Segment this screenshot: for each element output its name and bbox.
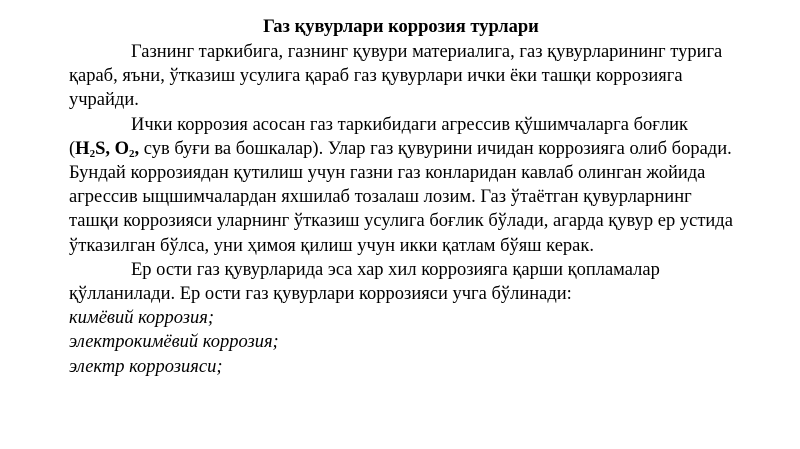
paragraph-underground-pipes: Ер ости газ қувурларида эса хар хил коррозияга қарши қопламалар қўлланилади. Ер ости газ қувурлари коррозияси учга бўлинади:: [69, 259, 660, 305]
paragraph-internal-corrosion: [69, 113, 733, 258]
paragraph-internal-corrosion-start: Ички коррозия асосан газ таркибидаги агрессив қўшимчаларга боғлик (: [69, 114, 688, 159]
list-item-chemical-corrosion: кимёвий коррозия;: [69, 308, 215, 329]
list-item-electrochemical-corrosion: электрокимёвий коррозия;: [69, 332, 279, 353]
chemical-formula-h2s: $H_2S$, $O_2$,: [75, 138, 140, 160]
slide-content: [69, 14, 733, 379]
list-item-electric-corrosion: электр коррозияси;: [69, 356, 223, 377]
slide-title: Газ қувурлари коррозия турлари: [263, 17, 539, 37]
paragraph-internal-corrosion-rest: сув буғи ва бошкалар). Улар газ қувурини ичидан коррозияга олиб боради. Бундай коррозиядан қутилиш учун газни газ конларидан кавлаб олинган жойида агрессив ыщшимчалардан яхшилаб тозалаш лозим. Газ ўтаётган қувурларнинг ташқи коррозияси уларнинг ўтказиш усулига боғлик бўлади, агарда қувур ер устида ўтказилган бўлса, уни ҳимоя қилиш учун икки қатлам бўяш керак.: [69, 138, 733, 256]
corrosion-types-list: [69, 306, 733, 379]
paragraph-intro: Газнинг таркибига, газнинг қувури материалига, газ қувурларининг турига қараб, яъни, ўтказиш усулига қараб газ қувурлари ички ёки ташқи коррозияга учрайди.: [69, 42, 723, 111]
